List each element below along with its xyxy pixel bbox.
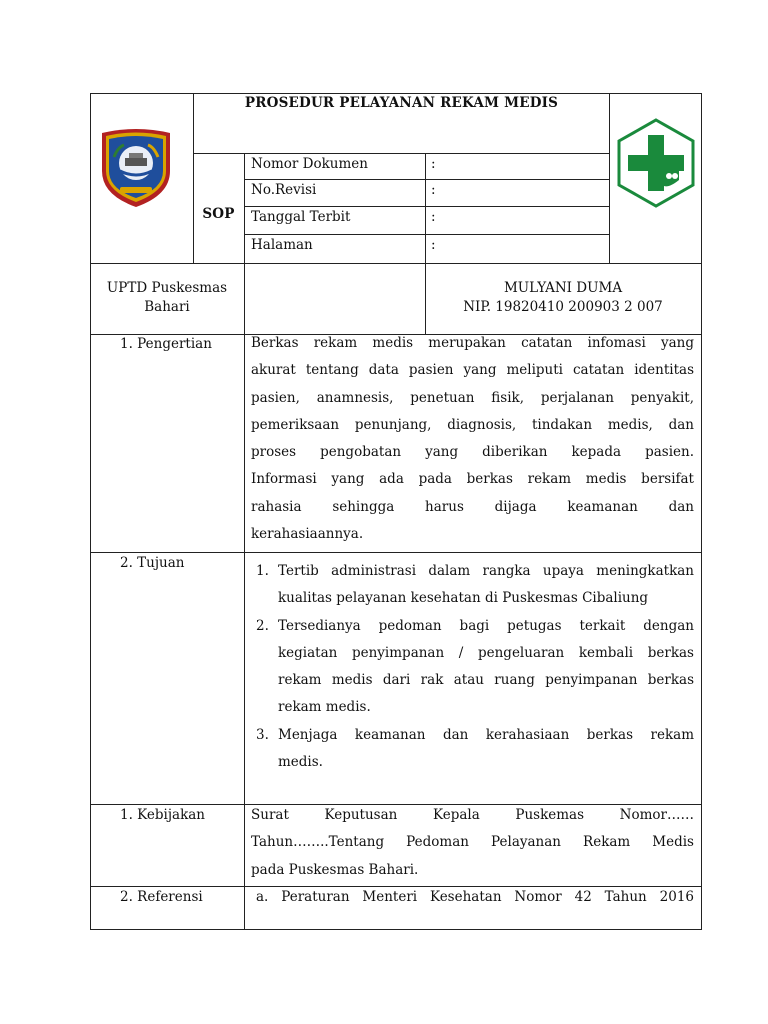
goal-number: 3.: [256, 726, 269, 743]
field-label-no-revisi: No.Revisi: [251, 182, 317, 198]
pengertian-line: kerahasiaannya.: [251, 526, 364, 543]
pengertian-line: akurat tentang data pasien yang meliputi catatan identitas: [251, 362, 694, 379]
goal-line: rekam medis dari rak atau ruang penyimpanan berkas: [278, 672, 694, 689]
regional-crest-logo: [98, 127, 174, 209]
green-cross-icon: [617, 118, 695, 208]
pengertian-line: Informasi yang ada pada berkas rekam medis bersifat: [251, 471, 694, 488]
goal-item: [246, 722, 694, 777]
field-value-halaman: :: [431, 237, 436, 253]
field-label-nomor-dokumen: Nomor Dokumen: [251, 156, 368, 172]
section-body-kebijakan: [251, 802, 694, 884]
section-label-referensi: 2. Referensi: [120, 889, 203, 905]
field-label-halaman: Halaman: [251, 237, 313, 253]
field-value-no-revisi: :: [431, 182, 436, 198]
goal-line: kualitas pelayanan kesehatan di Puskesmas Cibaliung: [278, 590, 649, 607]
document-title: PROSEDUR PELAYANAN REKAM MEDIS: [244, 95, 559, 111]
goal-number: 1.: [256, 563, 269, 579]
sop-label: SOP: [202, 206, 235, 222]
goal-number: 2.: [256, 617, 269, 634]
pengertian-line: Berkas rekam medis merupakan catatan infomasi yang: [251, 335, 694, 351]
goal-line: medis.: [278, 754, 323, 771]
goal-line: rekam medis.: [278, 699, 371, 716]
goal-line: Tersedianya pedoman bagi petugas terkait dengan: [278, 617, 694, 634]
section-label-tujuan: 2. Tujuan: [120, 555, 185, 571]
signatory-nip: NIP. 19820410 200903 2 007: [463, 299, 663, 315]
section-label-kebijakan: 1. Kebijakan: [120, 807, 206, 823]
unit-name: [90, 280, 244, 316]
goal-line: Menjaga keamanan dan kerahasiaan berkas rekam: [278, 726, 694, 743]
section-label-pengertian: 1. Pengertian: [120, 336, 212, 352]
pengertian-line: rahasia sehingga harus dijaga keamanan dan: [251, 498, 694, 515]
signatory-name: MULYANI DUMA: [503, 280, 623, 296]
signatory-block: [425, 280, 701, 316]
kebijakan-line: Tahun……..Tentang Pedoman Pelayanan Rekam Medis: [251, 834, 694, 851]
puskesmas-logo: [617, 118, 695, 208]
section-body-tujuan: [246, 558, 694, 776]
pengertian-line: pasien, anamnesis, penetuan fisik, perjalanan penyakit,: [251, 389, 694, 406]
field-value-nomor-dokumen: :: [431, 156, 436, 172]
goal-line: Tertib administrasi dalam rangka upaya meningkatkan: [278, 563, 694, 579]
goal-line: kegiatan penyimpanan / pengeluaran kembali berkas: [278, 644, 694, 661]
goal-item: [246, 558, 694, 613]
field-value-tanggal-terbit: :: [431, 209, 436, 225]
goal-item: [246, 613, 694, 722]
unit-name-line-2: Bahari: [144, 299, 190, 315]
pengertian-line: pemeriksaan penunjang, diagnosis, tindakan medis, dan: [251, 416, 694, 433]
crest-icon: [98, 127, 174, 209]
section-body-pengertian: [251, 330, 694, 548]
kebijakan-line: pada Puskesmas Bahari.: [251, 861, 419, 878]
kebijakan-line: Surat Keputusan Kepala Puskemas Nomor……: [251, 807, 694, 823]
referensi-line: a. Peraturan Menteri Kesehatan Nomor 42 Tahun 2016: [256, 889, 694, 905]
pengertian-line: proses pengobatan yang diberikan kepada pasien.: [251, 444, 694, 461]
unit-name-line-1: UPTD Puskesmas: [106, 280, 228, 296]
section-body-referensi: [256, 884, 694, 911]
field-label-tanggal-terbit: Tanggal Terbit: [251, 209, 351, 225]
